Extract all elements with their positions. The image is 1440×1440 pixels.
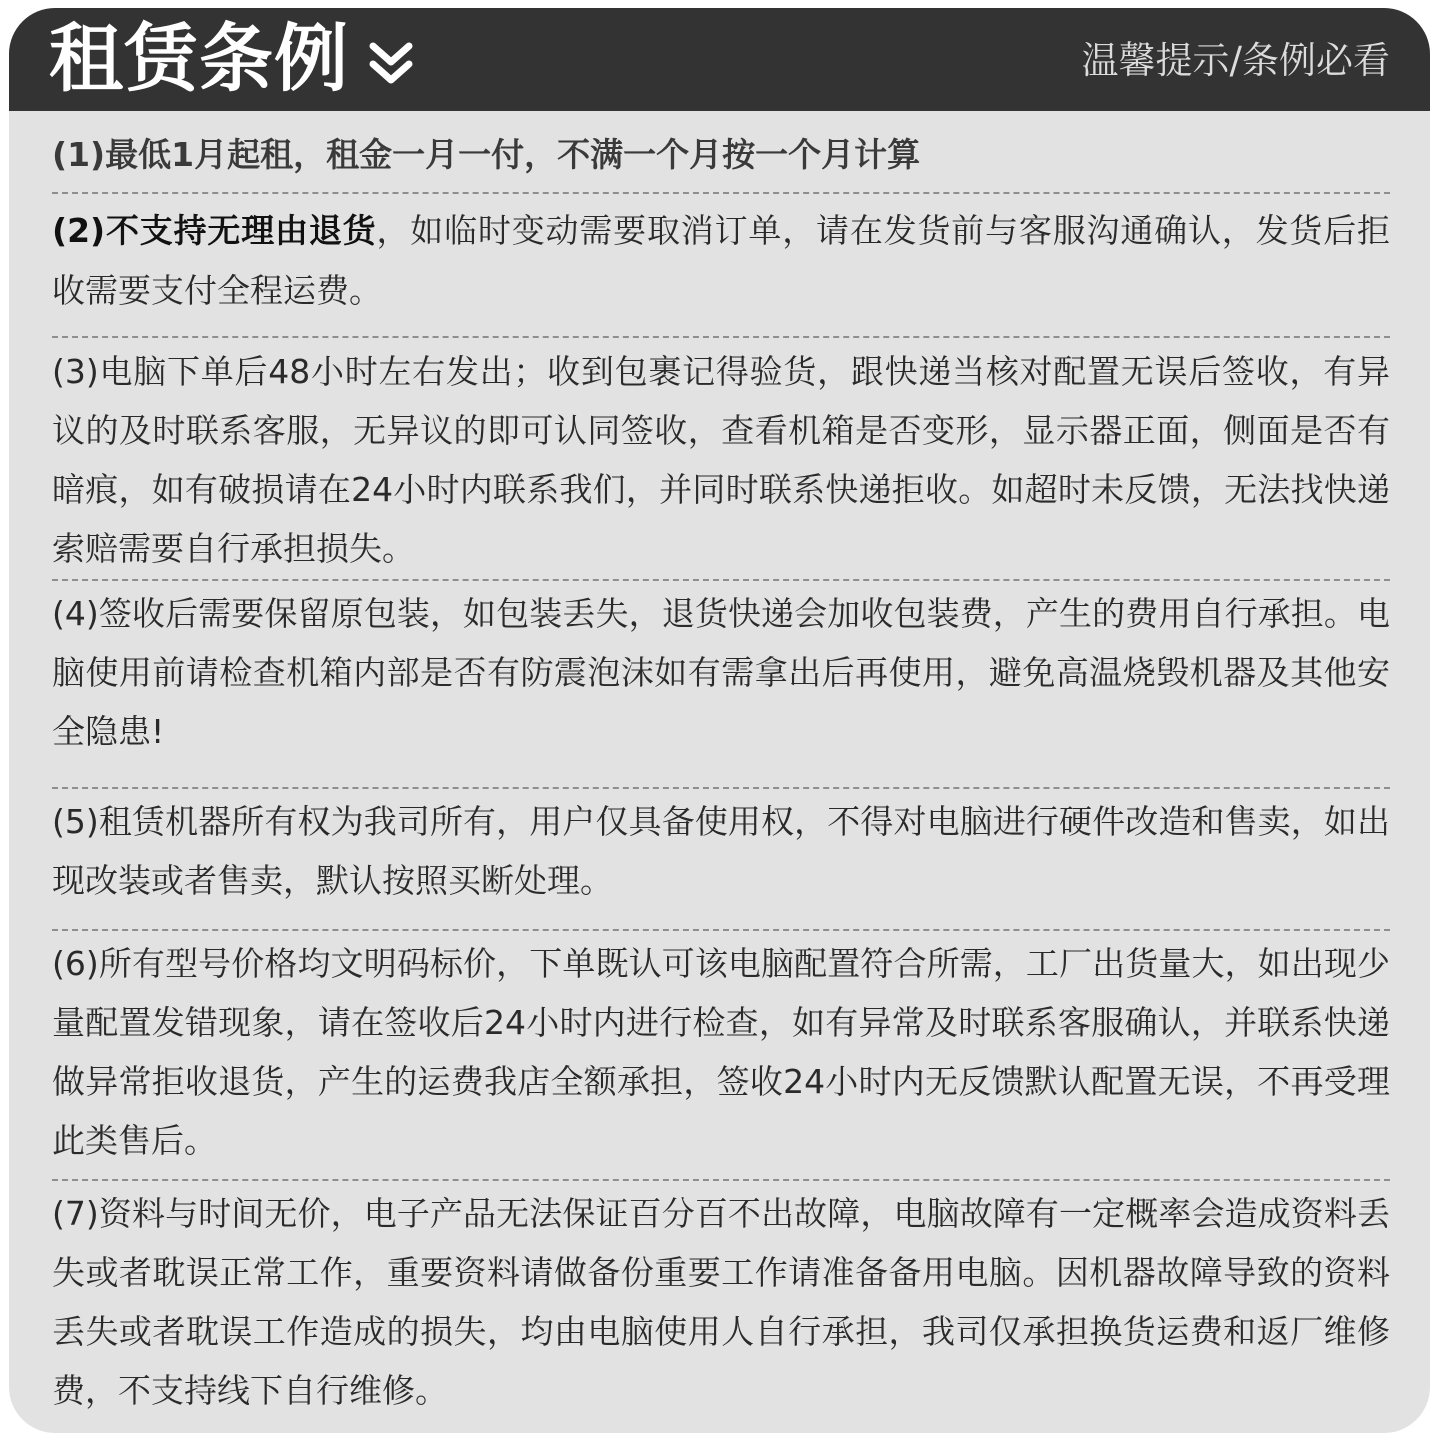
clause-7-prefix: (7) bbox=[52, 1194, 99, 1233]
divider-2 bbox=[52, 336, 1390, 338]
divider-6 bbox=[52, 1179, 1390, 1181]
clause-2-bold-text: 不支持无理由退货 bbox=[105, 211, 377, 250]
clause-5 bbox=[52, 792, 1390, 910]
clause-1 bbox=[52, 129, 1390, 181]
clause-1-text: 最低1月起租，租金一月一付，不满一个月按一个月计算 bbox=[105, 135, 921, 174]
clause-5-prefix: (5) bbox=[52, 802, 99, 841]
clause-6-prefix: (6) bbox=[52, 944, 99, 983]
clause-3 bbox=[52, 342, 1390, 578]
clause-5-text: 租赁机器所有权为我司所有，用户仅具备使用权，不得对电脑进行硬件改造和售卖，如出现改装或者售卖，默认按照买断处理。 bbox=[52, 802, 1390, 900]
clause-2-prefix: (2) bbox=[52, 211, 106, 250]
clause-6 bbox=[52, 934, 1390, 1170]
clause-7-text: 资料与时间无价，电子产品无法保证百分百不出故障，电脑故障有一定概率会造成资料丢失或者耽误正常工作，重要资料请做备份重要工作请准备备用电脑。因机器故障导致的资料丢失或者耽误工作造成的损失，均由电脑使用人自行承担，我司仅承担换货运费和返厂维修费，不支持线下自行维修。 bbox=[52, 1194, 1390, 1410]
clause-4 bbox=[52, 584, 1390, 761]
double-chevron-down-icon bbox=[365, 38, 417, 90]
clause-3-prefix: (3) bbox=[52, 352, 99, 391]
clause-7 bbox=[52, 1184, 1390, 1420]
clause-1-prefix: (1) bbox=[52, 135, 106, 174]
divider-5 bbox=[52, 929, 1390, 931]
clause-6-text: 所有型号价格均文明码标价，下单既认可该电脑配置符合所需，工厂出货量大，如出现少量配置发错现象，请在签收后24小时内进行检查，如有异常及时联系客服确认，并联系快递做异常拒收退货，产生的运费我店全额承担，签收24小时内无反馈默认配置无误，不再受理此类售后。 bbox=[52, 944, 1390, 1160]
header-bar bbox=[9, 8, 1430, 111]
clause-2-text: ，如临时变动需要取消订单，请在发货前与客服沟通确认，发货后拒收需要支付全程运费。 bbox=[52, 211, 1391, 310]
clause-2 bbox=[52, 201, 1390, 321]
clause-4-prefix: (4) bbox=[52, 594, 99, 633]
header-hint: 温馨提示/条例必看 bbox=[1081, 39, 1390, 82]
clause-4-text: 签收后需要保留原包装，如包装丢失，退货快递会加收包装费，产生的费用自行承担。电脑使用前请检查机箱内部是否有防震泡沫如有需拿出后再使用，避免高温烧毁机器及其他安全隐患! bbox=[52, 594, 1390, 751]
divider-1 bbox=[52, 192, 1390, 194]
divider-4 bbox=[52, 787, 1390, 789]
page-title: 租赁条例 bbox=[49, 16, 349, 102]
divider-3 bbox=[52, 579, 1390, 581]
rental-terms-card bbox=[9, 8, 1430, 1433]
clause-3-text: 电脑下单后48小时左右发出；收到包裹记得验货，跟快递当核对配置无误后签收，有异议的及时联系客服，无异议的即可认同签收，查看机箱是否变形，显示器正面，侧面是否有暗痕，如有破损请在24小时内联系我们，并同时联系快递拒收。如超时未反馈，无法找快递索赔需要自行承担损失。 bbox=[52, 352, 1390, 568]
